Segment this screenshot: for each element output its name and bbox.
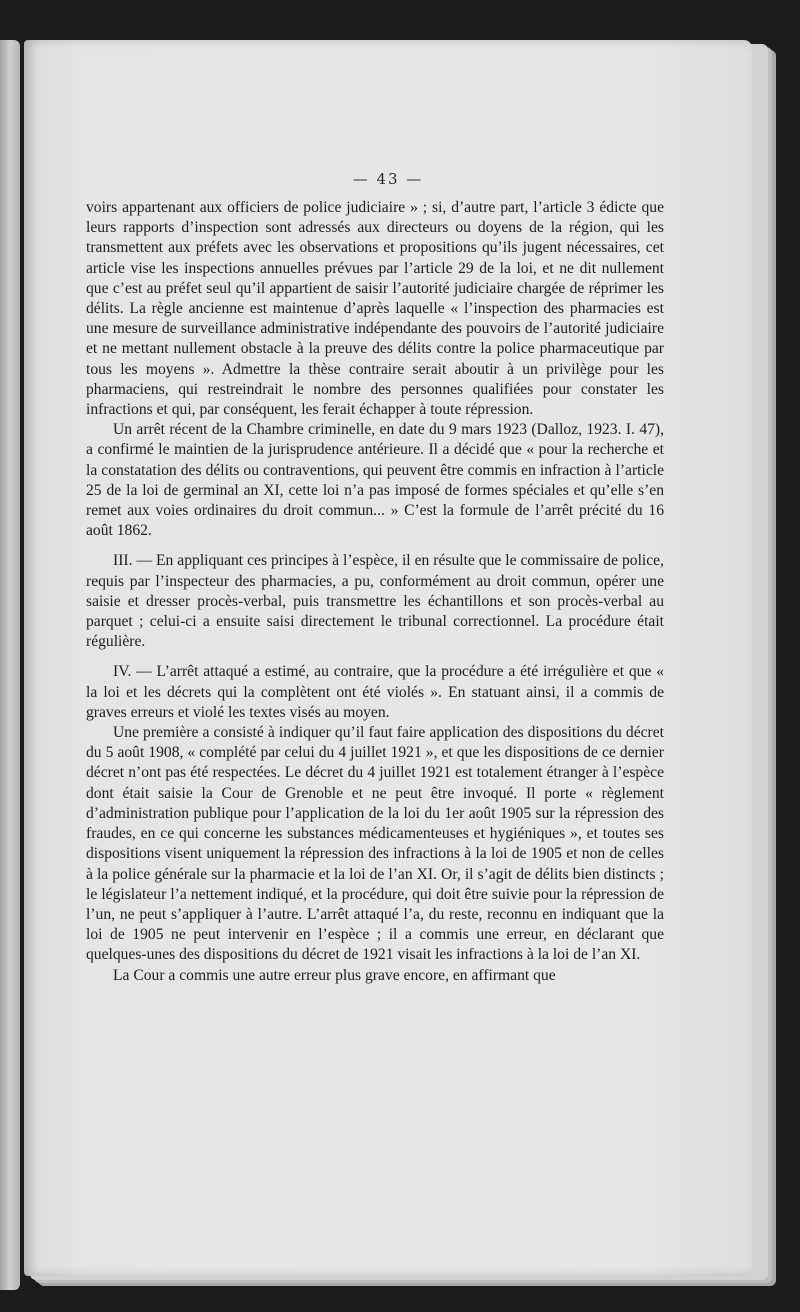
paragraph-arret-recent: Un arrêt récent de la Chambre criminelle, en date du 9 mars 1923 (Dalloz, 1923. I. 47), a confirmé le maintien de la jurisprudence antérieure. Il a décidé que « pour la recherche et la constatation des délits ou contraventions, qui peuvent être commis en infraction à l’article 25 de la loi de germinal an XI, cette loi n’a pas imposé de formes spéciales et qu’elle s’en remet aux voies ordinaires du droit commun... » C’est la formule de l’arrêt précité du 16 août 1862. — [86, 421, 664, 540]
paragraph-autre-erreur: La Cour a commis une autre erreur plus grave encore, en affirmant que — [113, 966, 556, 984]
paragraph-continuation: voirs appartenant aux officiers de police judiciaire » ; si, d’autre part, l’article 3 édicte que leurs rapports d’inspection sont adressés aux directeurs ou doyens de la région, qui les transmettent aux préfets avec les observations et propositions qu’ils jugent nécessaires, cet article vise les inspections annuelles prévues par l’article 29 de la loi, et ne dit nullement que c’est au préfet seul qu’il appartient de saisir l’autorité judiciaire chargée de réprimer les délits. La règle ancienne est maintenue d’après laquelle « l’inspection des pharmacies est une mesure de surveillance administrative indépendante des pouvoirs de l’autorité judiciaire et ne mettant nullement obstacle à la preuve des délits contre la police pharmaceutique par tous les moyens ». Admettre la thèse contraire serait aboutir à un privilège pour les pharmaciens, qui restreindrait le nombre des personnes qualifiées pour constater les infractions et qui, par conséquent, les ferait échapper à toute répression. — [86, 199, 664, 419]
paragraph-premiere-erreur: Une première a consisté à indiquer qu’il faut faire application des dispositions du décret du 5 août 1908, « complété par celui du 4 juillet 1921 », et que les dispositions de ce dernier décret n’ont pas été respectées. Le décret du 4 juillet 1921 est totalement étranger à l’espèce dont était saisie la Cour de Grenoble et ne peut être invoqué. Il porte « règlement d’administration publique pour l’application de la loi du 1er août 1905 sur la répression des fraudes, en ce qui concerne les substances médicamenteuses et hygiéniques », et toutes ses dispositions visent uniquement la répression des infractions à la loi de 1905 et non de celles à la police générale sur la pharmacie et la loi de l’an XI. Or, il s’agit de délits bien distincts ; le législateur l’a nettement indiqué, et la procédure, qui doit être suivie pour la répression de l’un, ne peut s’appliquer à l’autre. L’arrêt attaqué l’a, du reste, reconnu en indiquant que la loi de 1905 ne peut intervenir en l’espèce ; il a commis une erreur, en déclarant que quelques-unes des dispositions du décret de 1921 visait les infractions à la loi de l’an XI. — [86, 724, 664, 964]
left-page-edge — [0, 40, 20, 1290]
body-text — [86, 198, 664, 986]
page-number: — 43 — — [352, 170, 424, 188]
paragraph-section-iv: IV. — L’arrêt attaqué a estimé, au contraire, que la procédure a été irrégulière et que « la loi et les décrets qui la complètent ont été violés ». En statuant ainsi, il a commis de graves erreurs et violé les textes visés au moyen. — [86, 663, 664, 721]
document-page — [24, 40, 752, 1276]
paragraph-section-iii: III. — En appliquant ces principes à l’espèce, il en résulte que le commissaire de police, requis par l’inspecteur des pharmacies, a pu, conformément au droit commun, opérer une saisie et dresser procès-verbal, puis transmettre les échantillons et son procès-verbal au parquet ; celui-ci a ensuite saisi directement le tribunal correctionnel. La procédure était régulière. — [86, 552, 664, 651]
